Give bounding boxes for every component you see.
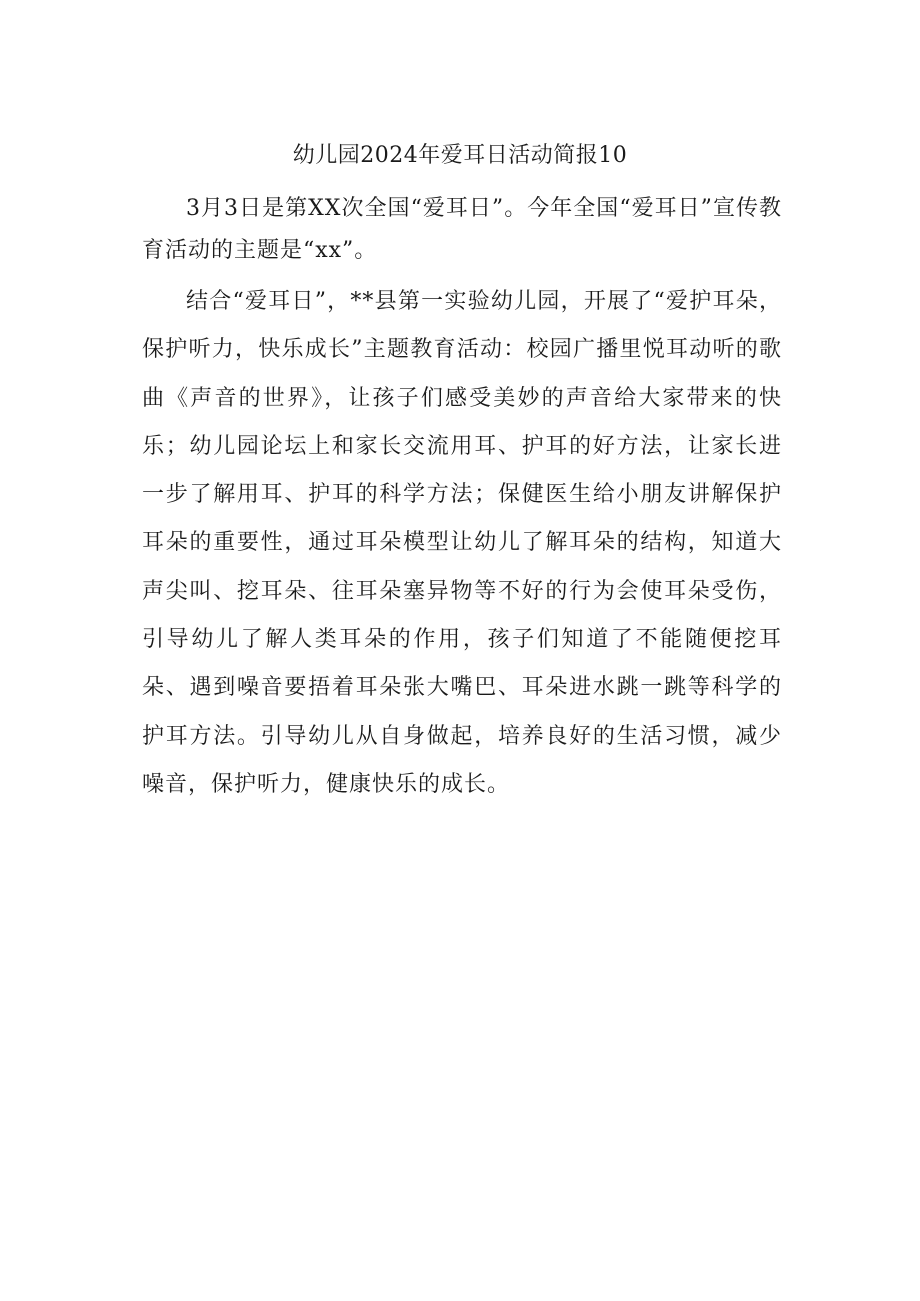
document-title: 幼儿园2024年爱耳日活动简报10 [292,143,628,168]
paragraph-block-2 [142,278,782,809]
paragraph-activities: 结合“爱耳日”，**县第一实验幼儿园，开展了“爱护耳朵，保护听力，快乐成长”主题教育活动：校园广播里悦耳动听的歌曲《声音的世界》，让孩子们感受美妙的声音给大家带来的快乐；幼儿园论坛上和家长交流用耳、护耳的好方法，让家长进一步了解用耳、护耳的科学方法；保健医生给小朋友讲解保护耳朵的重要性，通过耳朵模型让幼儿了解耳朵的结构，知道大声尖叫、挖耳朵、往耳朵塞异物等不好的行为会使耳朵受伤，引导幼儿了解人类耳朵的作用，孩子们知道了不能随便挖耳朵、遇到噪音要捂着耳朵张大嘴巴、耳朵进水跳一跳等科学的护耳方法。引导幼儿从自身做起，培养良好的生活习惯，减少噪音，保护听力，健康快乐的成长。 [142,289,782,797]
paragraph-block-1 [142,188,782,272]
paragraph-intro: 3月3日是第XX次全国“爱耳日”。今年全国“爱耳日”宣传教育活动的主题是“xx”。 [142,196,782,263]
